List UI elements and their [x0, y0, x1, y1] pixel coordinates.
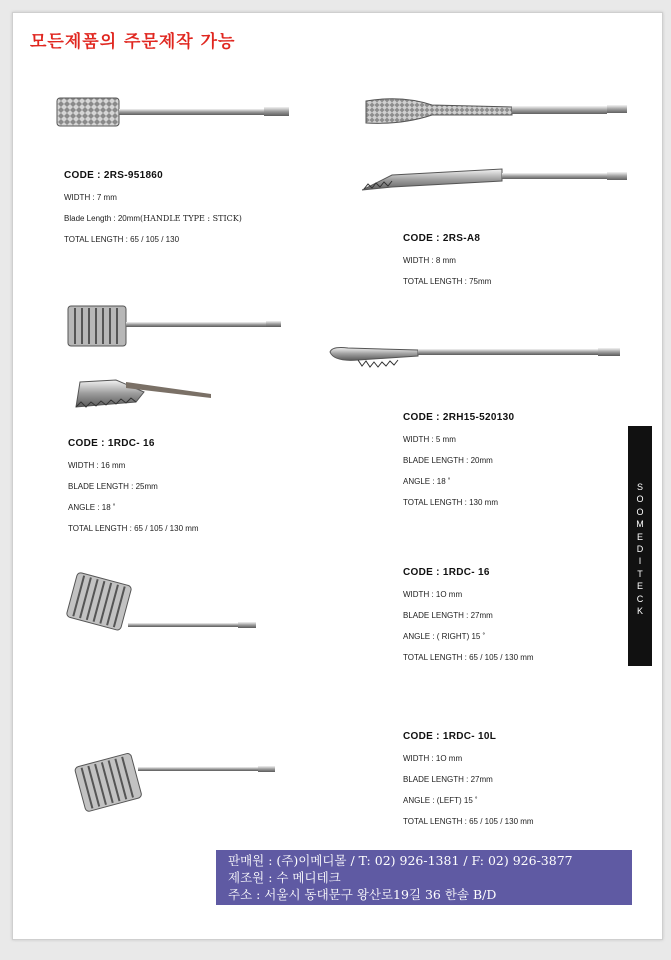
side-tab-letter: I — [638, 556, 642, 567]
spec-total-length: TOTAL LENGTH : 65 / 105 / 130 mm — [403, 653, 534, 662]
spec-total-length: TOTAL LENGTH : 65 / 105 / 130 — [64, 235, 180, 244]
spec-width: WIDTH : 5 mm — [403, 435, 456, 444]
spec-total-length: TOTAL LENGTH : 75mm — [403, 277, 492, 286]
product-spec-1rdc-10l — [403, 726, 534, 832]
brand-side-tab-text — [628, 481, 652, 617]
contact-footer — [216, 850, 632, 905]
rasp-1rdc-16-image — [66, 302, 286, 412]
side-tab-letter: M — [636, 519, 644, 530]
side-tab-letter: T — [637, 568, 643, 579]
rasp-2rs-a8-image — [362, 95, 632, 195]
product-code: CODE : 1RDC- 16 — [403, 567, 490, 578]
footer-seller-line: 판매원 : (주)이메디몰 / T: 02) 926-1381 / F: 02) 926-3877 — [228, 853, 573, 868]
product-code: CODE : 2RS-951860 — [64, 170, 164, 181]
product-code: CODE : 1RDC- 16 — [68, 438, 155, 449]
side-tab-letter: E — [636, 531, 643, 542]
rasp-2rs-951860-image — [55, 92, 295, 132]
side-tab-letter: C — [636, 593, 644, 604]
rasp-1rdc-10l-image — [72, 745, 282, 815]
footer-maker-line: 제조원 : 수 메디테크 — [228, 870, 341, 885]
product-spec-2rh15-520130 — [403, 407, 514, 513]
page-title: 모든제품의 주문제작 가능 — [30, 32, 236, 52]
product-spec-2rs-951860 — [64, 165, 242, 250]
spec-blade-length: Blade Length : 20mm(HANDLE TYPE : STICK) — [64, 214, 242, 223]
product-code: CODE : 1RDC- 10L — [403, 731, 497, 742]
spec-width: WIDTH : 1O mm — [403, 590, 463, 599]
brand-side-tab — [628, 426, 652, 666]
spec-width: WIDTH : 7 mm — [64, 193, 117, 202]
side-tab-letter: O — [636, 494, 644, 505]
side-tab-letter: K — [636, 606, 643, 617]
spec-blade-length: BLADE LENGTH : 27mm — [403, 611, 493, 620]
side-tab-letter: D — [636, 544, 644, 555]
spec-width: WIDTH : 16 mm — [68, 461, 126, 470]
product-spec-1rdc-16-right — [403, 562, 534, 668]
product-code: CODE : 2RS-A8 — [403, 233, 481, 244]
spec-total-length: TOTAL LENGTH : 65 / 105 / 130 mm — [403, 817, 534, 826]
spec-angle: ANGLE : (LEFT) 15 ˚ — [403, 796, 478, 805]
side-tab-letter: E — [636, 581, 643, 592]
rasp-2rh15-520130-image — [328, 340, 628, 380]
spec-total-length: TOTAL LENGTH : 130 mm — [403, 498, 498, 507]
spec-blade-length: BLADE LENGTH : 27mm — [403, 775, 493, 784]
side-tab-letter: O — [636, 506, 644, 517]
product-spec-2rs-a8 — [403, 228, 491, 292]
side-tab-letter: S — [636, 482, 643, 492]
spec-angle: ANGLE : ( RIGHT) 15 ˚ — [403, 632, 486, 641]
spec-angle: ANGLE : 18 ˚ — [68, 503, 116, 512]
spec-handle-type: (HANDLE TYPE : STICK) — [140, 214, 242, 223]
spec-width: WIDTH : 8 mm — [403, 256, 456, 265]
product-spec-1rdc-16 — [68, 433, 199, 539]
spec-blade-length: BLADE LENGTH : 25mm — [68, 482, 158, 491]
rasp-1rdc-16-right-image — [62, 570, 262, 640]
spec-angle: ANGLE : 18 ˚ — [403, 477, 451, 486]
spec-width: WIDTH : 1O mm — [403, 754, 463, 763]
footer-address-line: 주소 : 서울시 동대문구 왕산로19길 36 한솔 B/D — [228, 887, 497, 902]
spec-blade-length: BLADE LENGTH : 20mm — [403, 456, 493, 465]
product-code: CODE : 2RH15-520130 — [403, 412, 515, 423]
spec-total-length: TOTAL LENGTH : 65 / 105 / 130 mm — [68, 524, 199, 533]
